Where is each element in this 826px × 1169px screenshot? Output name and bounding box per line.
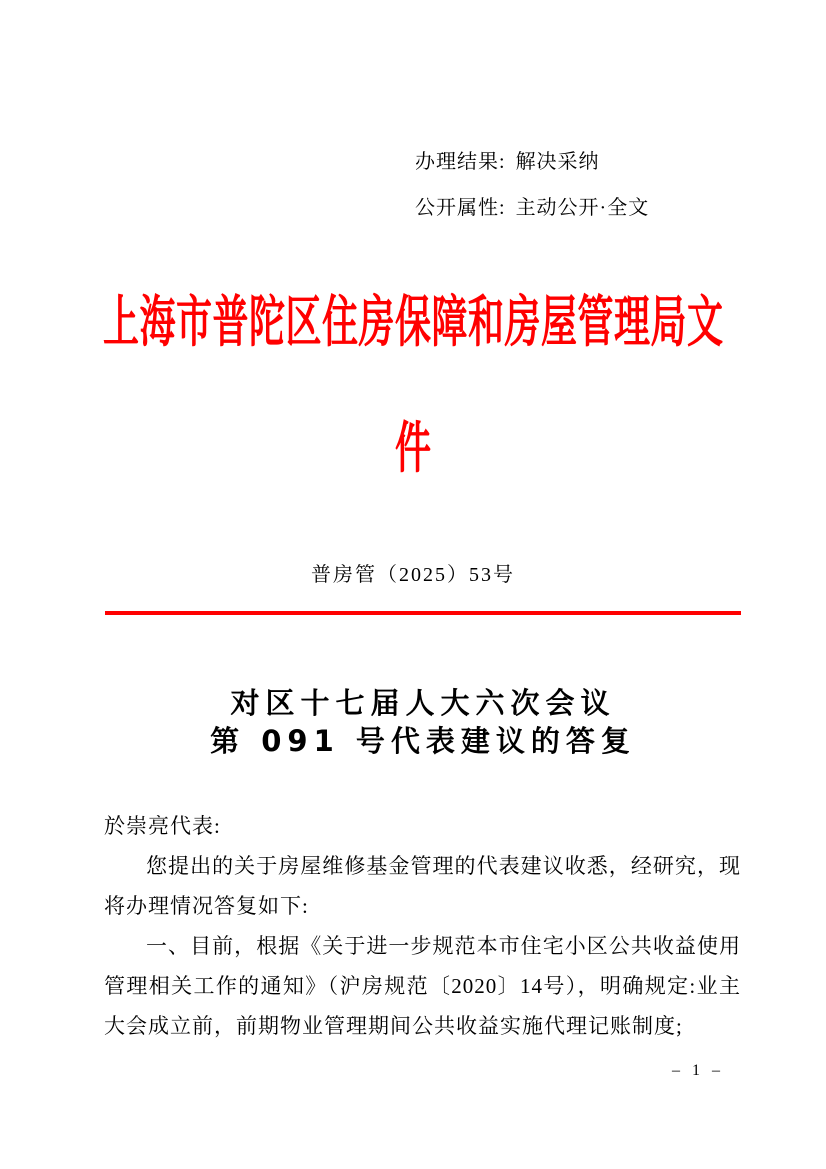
subject-title	[85, 684, 761, 760]
header-annotations	[415, 150, 649, 242]
handling-result-label: 办理结果:	[415, 151, 506, 173]
red-separator-line	[105, 611, 741, 615]
document-body	[104, 806, 741, 1046]
subject-title-line2: 第 091 号代表建议的答复	[210, 724, 636, 758]
letterhead-title-line2: 件	[394, 417, 431, 482]
publicity-attribute-row	[415, 196, 649, 220]
publicity-attribute-value: 主动公开·全文	[515, 197, 650, 219]
subject-title-line1: 对区十七届人大六次会议	[230, 686, 616, 720]
salutation: 於崇亮代表:	[104, 814, 221, 838]
letterhead-title-line1: 上海市普陀区住房保障和房屋管理局文	[103, 291, 724, 356]
body-paragraph: 您提出的关于房屋维修基金管理的代表建议收悉，经研究，现将办理情况答复如下:	[104, 854, 741, 918]
handling-result-value: 解决采纳	[515, 151, 600, 173]
page-number: – 1 –	[672, 1062, 724, 1079]
body-paragraph: 一、目前，根据《关于进一步规范本市住宅小区公共收益使用管理相关工作的通知》（沪房规范〔2020〕14号），明确规定:业主大会成立前，前期物业管理期间公共收益实施代理记账制度;	[104, 934, 741, 1038]
publicity-attribute-label: 公开属性:	[415, 197, 506, 219]
document-number: 普房管（2025）53号	[311, 564, 515, 586]
handling-result-row	[415, 150, 649, 174]
